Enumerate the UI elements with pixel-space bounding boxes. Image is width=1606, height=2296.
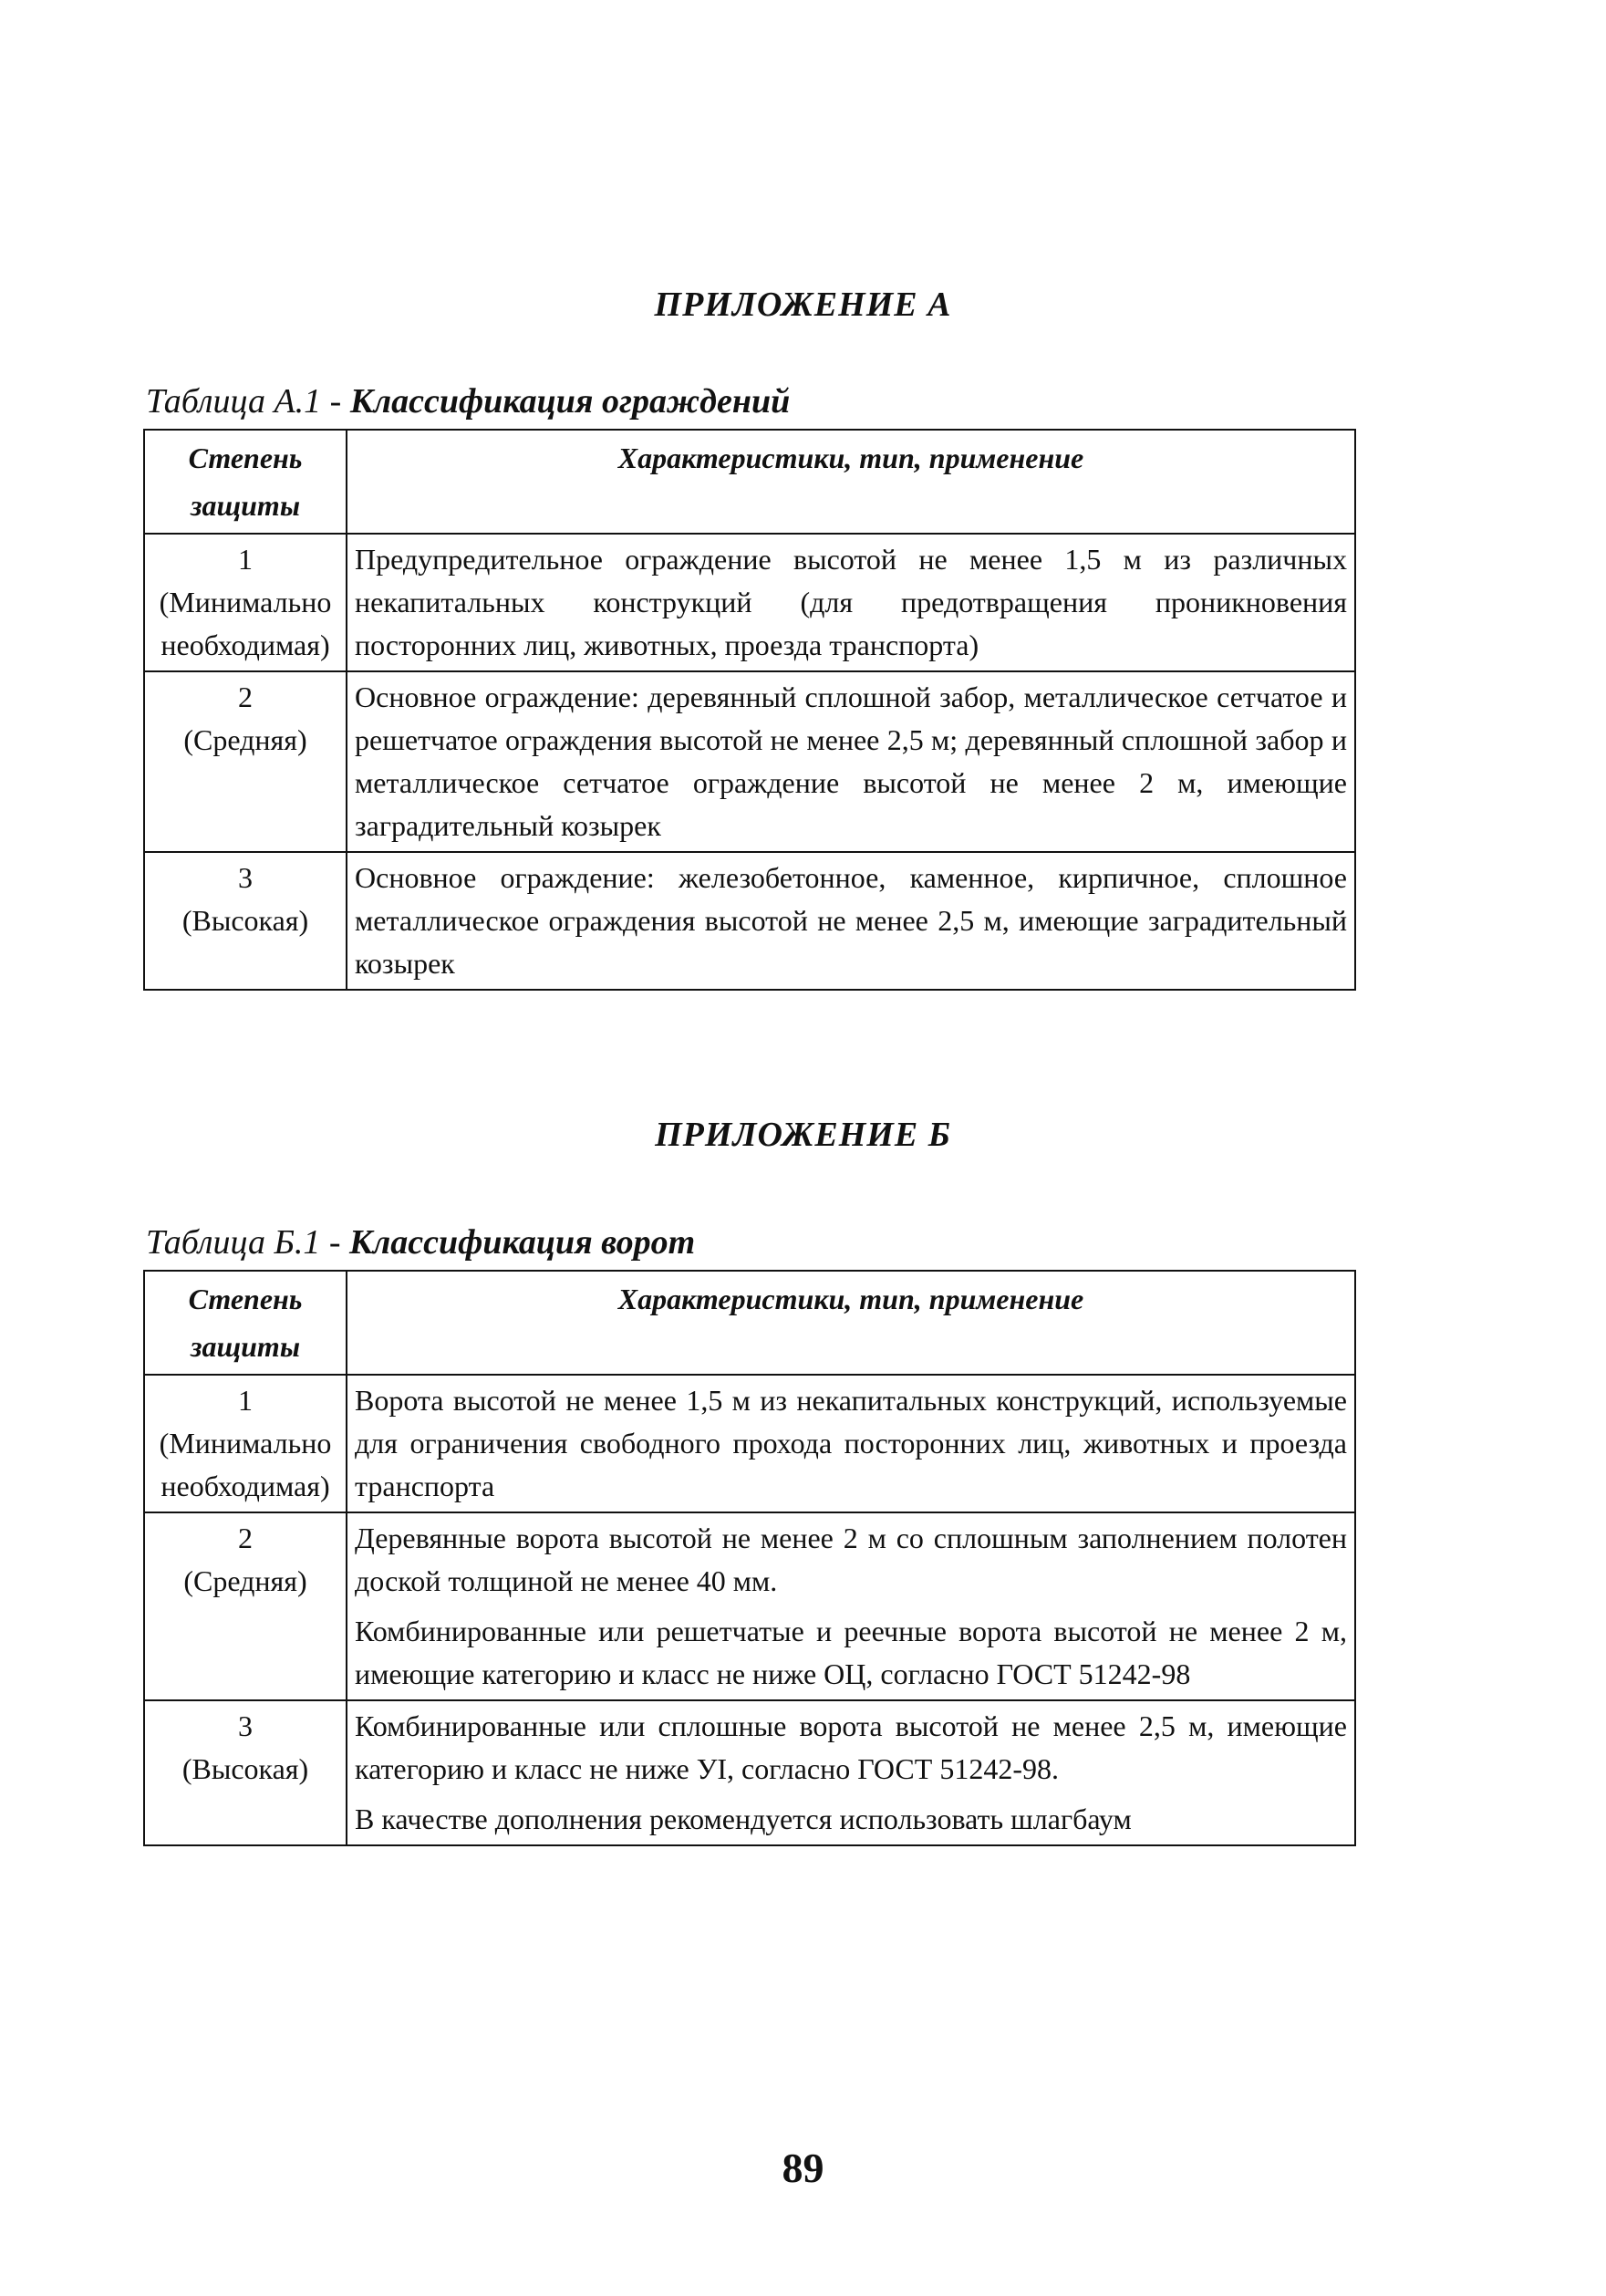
table-b1 [143, 1270, 1356, 1846]
page-number: 89 [782, 2145, 824, 2191]
description-text: Основное ограждение: деревянный сплошной забор, металлическое сетчатое и решетчатое ограждения высотой не менее 2,5 м; деревянный сплошной забор и металлическое сетчатое ограждение высотой не менее 2 м, имеющие заградительный козырек [355, 680, 1347, 842]
level-cell [144, 671, 347, 852]
level-cell [144, 1375, 347, 1512]
level-name-cont: необходимая) [161, 1470, 330, 1502]
level-number: 1 [238, 543, 253, 576]
level-cell [144, 534, 347, 671]
level-name-cont: необходимая) [161, 629, 330, 661]
table-a1-caption [146, 381, 790, 421]
header-protection-level [144, 1271, 347, 1375]
level-name: (Минимально [159, 586, 332, 618]
level-cell [144, 852, 347, 990]
description-cell [347, 534, 1355, 671]
level-name: (Минимально [159, 1427, 332, 1460]
description-text: Предупредительное ограждение высотой не менее 1,5 м из различных некапитальных конструкций (для предотвращения проникновения посторонних лиц, животных, проезда транспорта) [355, 543, 1347, 661]
level-number: 3 [238, 1709, 253, 1742]
appendix-b-title: ПРИЛОЖЕНИЕ Б [655, 1116, 951, 1154]
header-characteristics: Характеристики, тип, применение [347, 1271, 1355, 1375]
table-b1-caption-title: Классификация ворот [349, 1223, 696, 1262]
table-a1-caption-prefix: Таблица А.1 - [146, 382, 350, 421]
level-number: 1 [238, 1384, 253, 1417]
table-b1-caption-prefix: Таблица Б.1 - [146, 1223, 350, 1262]
level-name: (Средняя) [183, 723, 307, 756]
description-text: Деревянные ворота высотой не менее 2 м со сплошным заполнением полотен доской толщиной не менее 40 мм. [355, 1522, 1347, 1597]
description-text: В качестве дополнения рекомендуется использовать шлагбаум [355, 1803, 1132, 1835]
table-a1 [143, 429, 1356, 991]
table-row [144, 1512, 1355, 1700]
level-name: (Высокая) [181, 1752, 309, 1785]
header-protection-level [144, 430, 347, 534]
header-protection-level-line2: защиты [190, 489, 301, 522]
level-number: 2 [238, 680, 253, 713]
description-text: Комбинированные или сплошные ворота высотой не менее 2,5 м, имеющие категорию и класс не ниже УI, согласно ГОСТ 51242-98. [355, 1709, 1347, 1785]
table-b1-caption [146, 1222, 695, 1262]
description-text: Ворота высотой не менее 1,5 м из некапитальных конструкций, используемые для ограничения свободного прохода посторонних лиц, животных и проезда транспорта [355, 1384, 1347, 1502]
description-text: Комбинированные или решетчатые и реечные ворота высотой не менее 2 м, имеющие категорию и класс не ниже ОЦ, согласно ГОСТ 51242-98 [355, 1615, 1347, 1690]
description-text: Основное ограждение: железобетонное, каменное, кирпичное, сплошное металлическое ограждения высотой не менее 2,5 м, имеющие заградительный козырек [355, 861, 1347, 980]
table-header-row [144, 430, 1355, 534]
table-row [144, 1375, 1355, 1512]
level-cell [144, 1512, 347, 1700]
level-number: 3 [238, 861, 253, 894]
description-cell [347, 671, 1355, 852]
level-number: 2 [238, 1522, 253, 1554]
table-row [144, 671, 1355, 852]
table-header-row [144, 1271, 1355, 1375]
header-protection-level-line1: Степень [188, 1283, 303, 1315]
table-row [144, 1700, 1355, 1845]
header-characteristics: Характеристики, тип, применение [347, 430, 1355, 534]
header-protection-level-line2: защиты [190, 1330, 301, 1363]
description-cell [347, 1700, 1355, 1845]
description-cell [347, 852, 1355, 990]
table-row [144, 534, 1355, 671]
table-row [144, 852, 1355, 990]
table-a1-caption-title: Классификация ограждений [349, 382, 791, 421]
description-cell [347, 1375, 1355, 1512]
level-name: (Высокая) [181, 904, 309, 937]
level-name: (Средняя) [183, 1564, 307, 1597]
level-cell [144, 1700, 347, 1845]
header-protection-level-line1: Степень [188, 442, 303, 474]
appendix-a-title: ПРИЛОЖЕНИЕ А [654, 286, 952, 324]
description-cell [347, 1512, 1355, 1700]
